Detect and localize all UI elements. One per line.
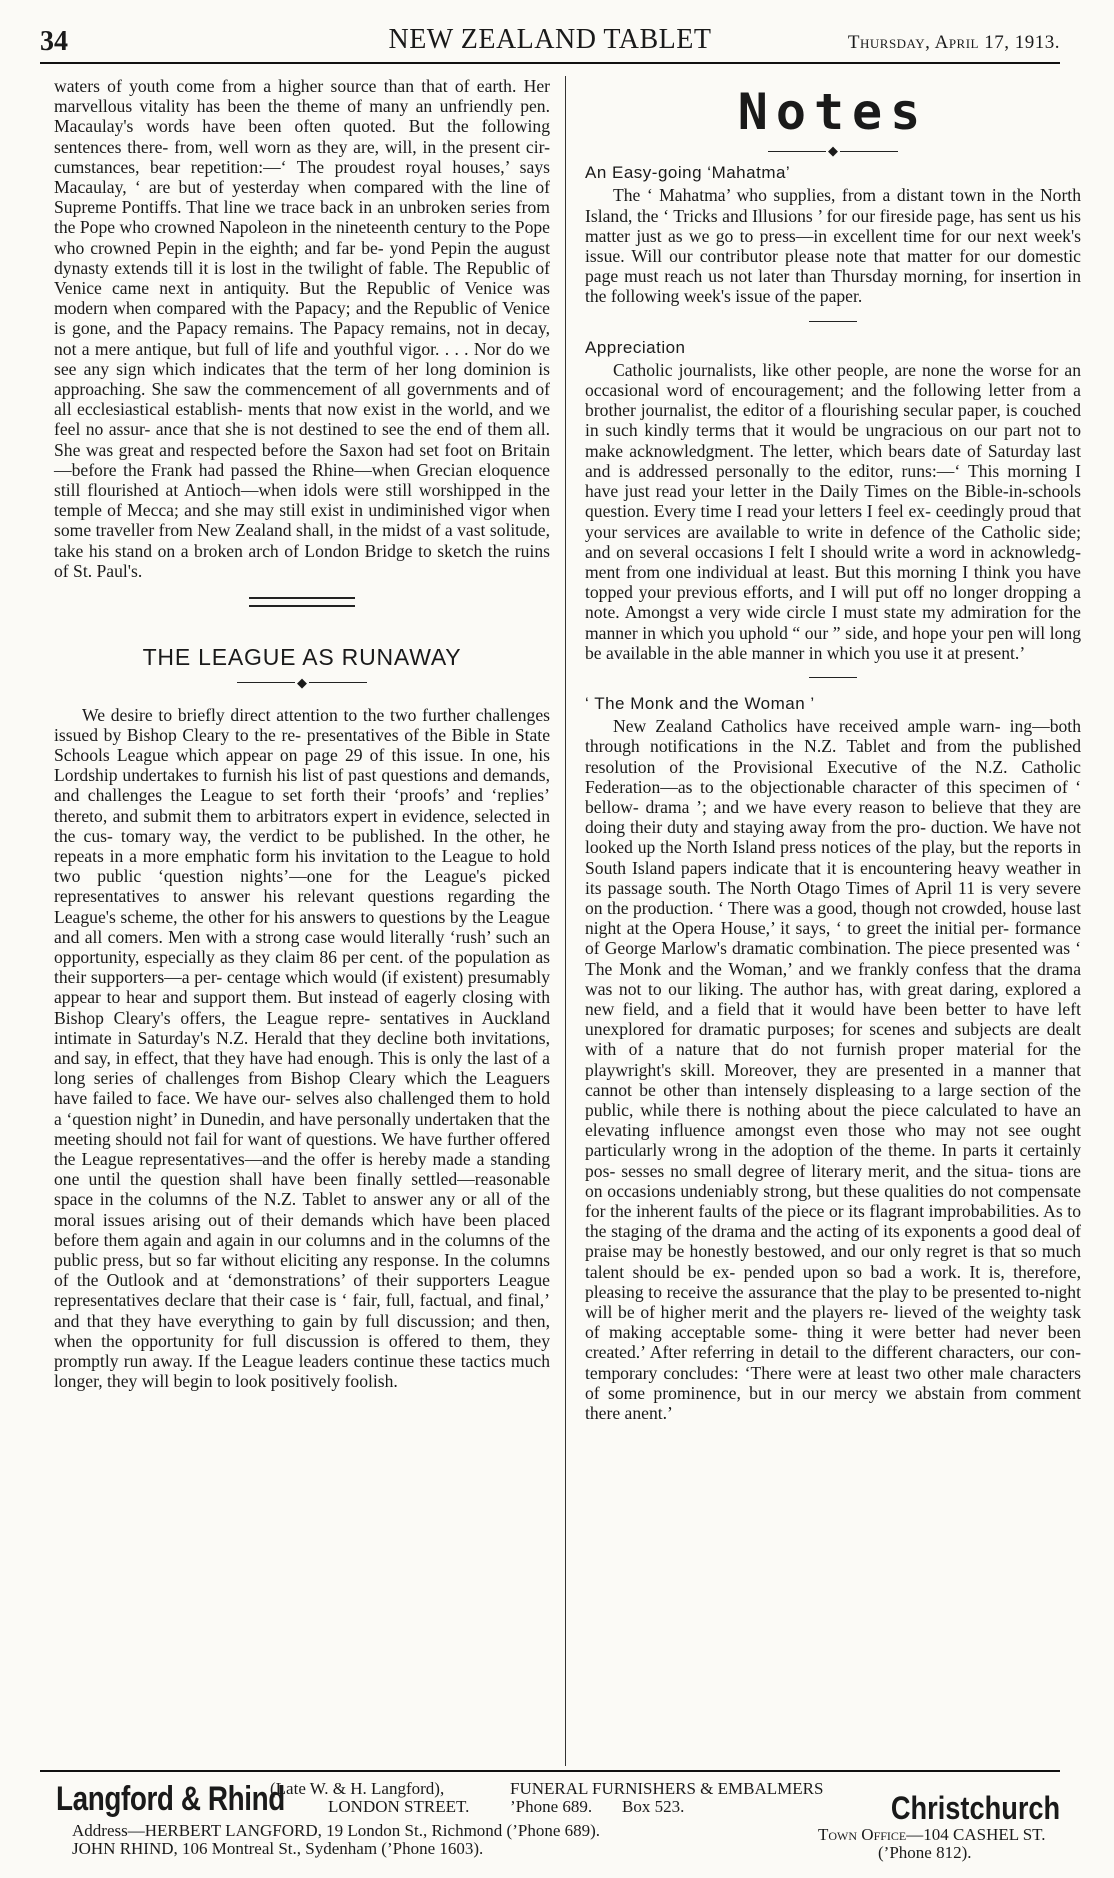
newspaper-page: [40, 14, 1081, 1864]
note-text-appreciation: [585, 360, 1081, 663]
page-header: [40, 14, 1060, 58]
paragraph: New Zealand Catholics have received ample warn- ing—both through notifications in the N.Z. Tablet and from the published resolution of the Provisional Executive of the N.Z. Catholic Federation—as to the objectionable character of this specimen of ‘ bellow- drama ’; and we have every reason to believe that they are doing their duty and staying away from the pro- duction. We have not looked up the North Island press notices of the play, but the reports in South Island papers indicate that it is encountering heavy weather in its passage south. The North Otago Times of April 11 is very severe on the production. ‘ There was a good, though not crowded, house last night at the Opera House,’ it says, ‘ to greet the initial per- formance of George Marlow's dramatic combination. The piece presented was ‘ The Monk and the Woman,’ and we frankly confess that the drama was not to our liking. The author has, with great daring, explored a new field, and a field that it would have been better to have left unexplored for dramatic purposes; for scenes and subjects are dealt with of a nature that do not furnish proper material for the playwright's skill. Moreover, they are presented in a manner that cannot be other than intensely displeasing to a large section of the public, while there is nothing about the piece calculated to have an elevating influence amongst even those who may not see ought particularly wrong in the adoption of the theme. In parts it certainly pos- sesses no small degree of literary merit, and the situa- tions are on occasions undeniably strong, but these qualities do not compensate for the inherent faults of the piece or its flagrant improbabilities. As to the staging of the drama and the acting of its exponents a good deal of praise may be honestly bestowed, and our only regret is that so much talent should be ex- pended upon so bad a work. It is, therefore, pleasing to receive the assurance that the play to be presented to-night will be of higher merit and the players re- lieved of the weighty task of making acceptable some- thing it were better had never been created.’ After referring in detail to the different characters, our con- temporary concludes: ‘There were at least two other male characters of some prominence, but in our mercy we abstain from comment there anent.’: [585, 716, 1081, 1424]
left-column: [54, 76, 550, 1391]
ad-town-office: Town Office—104 CASHEL ST.: [818, 1825, 1046, 1844]
paragraph: We desire to briefly direct attention to the two further challenges issued by Bishop Cleary to the re- presentatives of the Bible in State Schools League which appear on page 29 of this issue. In one, his Lordship undertakes to furnish his list of past questions and demands, and challenges the League to set forth their ‘proofs’ and ‘replies’ thereto, and submit them to arbitrators expert in evidence, selected in the cus- tomary way, the verdict to be published. In the other, he repeats in a more emphatic form his invitation to the League to hold two public ‘question nights’—one for the League's picked representatives to answer his relevant questions regarding the League's scheme, the other for his answers to questions by the League and all comers. Men with a strong case would literally ‘rush’ such an opportunity, especially as they claim 86 per cent. of the population as their supporters—a per- centage which would (if existent) presumably appear to hear and support them. But instead of eagerly closing with Bishop Cleary's offers, the League repre- sentatives in Auckland intimate in Saturday's N.Z. Herald that they decline both invitations, and say, in effect, that they have had enough. This is only the last of a long series of challenges from Bishop Cleary which the Leaguers have failed to face. We have our- selves also challenged them to hold a ‘question night’ in Dunedin, and have personally undertaken that the meeting should not fail for want of questions. We have further offered the League representatives—and the offer is hereby made a standing one until the question shall have been finally settled—reasonable space in the columns of the N.Z. Tablet to answer any or all of the moral issues arising out of their demands which have been placed before them again and again in our columns and in the columns of the public press, but so far without eliciting any response. In the columns of the Outlook and at ‘demonstrations’ of their supporters League representatives declare that their case is ‘ fair, full, factual, and final,’ and that they have everything to gain by full discussion; and then, when the opportunity for full discussion is offered to them, they promptly run away. If the League leaders continue these tactics much longer, they will begin to look positively foolish.: [54, 704, 550, 1392]
ornament-divider: ◆: [54, 675, 550, 688]
double-rule-divider: [249, 597, 355, 607]
note-separator: [809, 321, 857, 322]
note-text-monk-woman: [585, 716, 1081, 1423]
ad-city: Christchurch: [890, 1790, 1060, 1826]
ad-box: Box 523.: [622, 1797, 685, 1816]
notes-title: Notes: [737, 83, 929, 141]
funeral-advertisement: [40, 1778, 1060, 1862]
ad-late-names: (Late W. & H. Langford),: [270, 1779, 445, 1798]
ad-address-langford: Address—HERBERT LANGFORD, 19 London St., Richmond (’Phone 689).: [72, 1821, 601, 1840]
issue-date: Thursday, April 17, 1913.: [847, 32, 1060, 53]
ad-services: FUNERAL FURNISHERS & EMBALMERS: [510, 1779, 824, 1798]
notes-ornament: ◆: [585, 144, 1081, 157]
paragraph: The ‘ Mahatma’ who supplies, from a distant town in the North Island, the ‘ Tricks and Illusions ’ for our fireside page, has sent us his matter just as we go to press—in excellent time for our next week's issue. Will our contributor please note that matter for our domestic page must reach us not later than Thursday morning, for insertion in the following week's issue of the paper.: [585, 185, 1081, 307]
section-title-league: THE LEAGUE AS RUNAWAY: [142, 644, 462, 671]
note-heading-monk-woman: ‘ The Monk and the Woman ’: [585, 693, 815, 713]
paragraph: Catholic journalists, like other people, are none the worse for an occasional word of encouragement; and the following letter from a brother journalist, the editor of a flourishing secular paper, is couched in such kindly terms that it would be ungracious on our part not to make acknowledgment. The letter, which bears date of Saturday last and is addressed personally to the editor, runs:—‘ This morning I have just read your letter in the Daily Times on the Bible-in-schools question. Every time I read your letters I feel ex- ceedingly proud that your services are available to write in defence of the Catholic side; and on several occasions I felt I should write a word in acknowledg- ment from one individual at least. But this morning I think you have topped your previous efforts, and I will put off no longer dropping a note. Amongst a very wide circle I must state my admiration for the manner in which you uphold “ our ” side, and hope your pen will long be available in the able manner in which you use it at present.’: [585, 359, 1081, 663]
column-divider: [565, 76, 566, 1766]
papacy-article-text: [54, 76, 550, 581]
league-article-text: [54, 705, 550, 1392]
ad-brand-name: Langford & Rhind: [56, 1780, 285, 1818]
note-separator: [809, 677, 857, 678]
ad-address-rhind: JOHN RHIND, 106 Montreal St., Sydenham (’Phone 1603).: [72, 1839, 484, 1858]
ad-street: LONDON STREET.: [328, 1797, 470, 1816]
publication-title: NEW ZEALAND TABLET: [388, 24, 712, 55]
note-heading-mahatma: An Easy-going ‘Mahatma’: [585, 163, 791, 183]
header-rule: [40, 62, 1060, 64]
right-column: [585, 76, 1081, 1423]
note-heading-appreciation: Appreciation: [585, 337, 686, 357]
paragraph: waters of youth come from a higher source than that of earth. Her marvellous vitality has been the theme of many an unfriendly pen. Macaulay's words have been often quoted. But the following sentences there- from, well worn as they are, will, in the present cir- cumstances, bear repetition:—‘ The proudest royal houses,’ says Macaulay, ‘ are but of yesterday when compared with the line of Supreme Pontiffs. That line we trace back in an unbroken series from the Pope who crowned Napoleon in the nineteenth century to the Pope who crowned Pepin in the eighth; and far be- yond Pepin the august dynasty extends till it is lost in the twilight of fable. The Republic of Venice came next in antiquity. But the Republic of Venice was modern when compared with the Papacy; and the Republic of Venice is gone, and the Papacy remains. The Papacy remains, not in decay, not a mere antique, but full of life and youthful vigor. . . . Nor do we see any sign which indicates that the term of her long dominion is approaching. She saw the commencement of all governments and of all ecclesiastical establish- ments that now exist in the world, and we feel no assur- ance that she is not destined to see the end of them all. She was great and respected before the Saxon had set foot on Britain—before the Frank had passed the Rhine—when Grecian eloquence still flourished at Antioch—when idols were still worshipped in the temple of Mecca; and she may still exist in undiminished vigor when some traveller from New Zealand shall, in the midst of a vast solitude, take his stand on a broken arch of London Bridge to sketch the ruins of St. Paul's.: [54, 76, 550, 581]
note-text-mahatma: [585, 185, 1081, 306]
page-number: 34: [40, 26, 68, 57]
footer-rule: [40, 1770, 1060, 1772]
ad-town-phone: (’Phone 812).: [878, 1843, 972, 1862]
ad-phone: ’Phone 689.: [510, 1797, 593, 1816]
